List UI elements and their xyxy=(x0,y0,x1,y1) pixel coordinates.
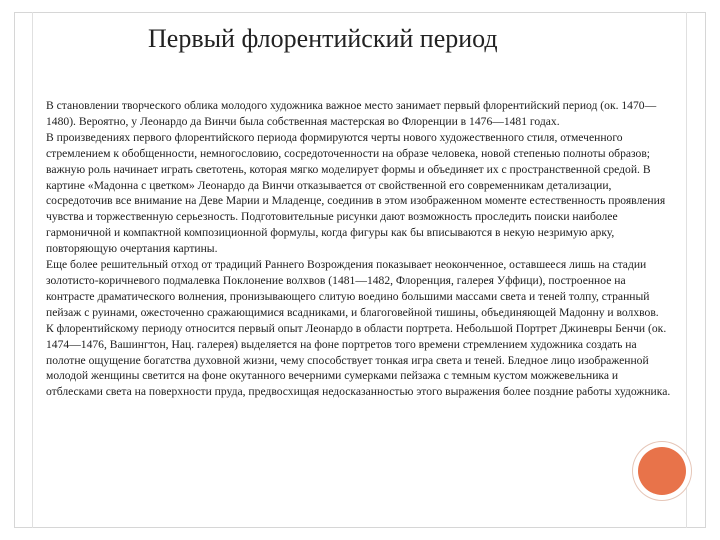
left-rule-line xyxy=(32,12,33,528)
paragraph-style: В произведениях первого флорентийского периода формируются черты нового художественного стиля, отмеченного стремлением к обобщенности, немногословию, сосредоточенности на образе человека, новой степенью полноты образов; важную роль начинает играть светотень, которая мягко моделирует формы и объединяет их с пространственной средой. В картине «Мадонна с цветком» Леонардо да Винчи отказывается от свойственной его современникам детализации, сосредоточив все внимание на Деве Марии и Младенце, соединив в этом изображенном моменте естественность проявления чувства и торжественную серьезность. Подготовительные рисунки дают возможность проследить поиски наиболее гармоничной и компактной композиционной формулы, когда фигуры как бы вписываются в некую незримую арку, повторяющую очертания картины. xyxy=(46,130,666,256)
slide-body xyxy=(46,98,676,400)
right-rule-line xyxy=(686,12,687,528)
accent-circle xyxy=(638,447,686,495)
paragraph-adoration: Еще более решительный отход от традиций Раннего Возрождения показывает неоконченное, оставшееся лишь на стадии золотисто-коричневого подмалевка Поклонение волхвов (1481—1482, Флоренция, галерея Уффици), построенное на контрасте драматического волнения, пронизывающего слитую воедино большими массами света и теней толпу, странный пейзаж с руинами, ожесточенно сражающимися всадниками, и благоговейной тишины, объединяющей Мадонну и волхвов. xyxy=(46,258,659,319)
slide-title: Первый флорентийский период xyxy=(148,24,498,53)
paragraph-portrait: К флорентийскому периоду относится первый опыт Леонардо в области портрета. Небольшой Портрет Джиневры Бенчи (ок. 1474—1476, Вашингтон, Нац. галерея) выделяется на фоне портретов того времени стремлением художника создать на полотне ощущение богатства духовной жизни, чему способствует тонкая игра света и теней. Бледное лицо изображенной молодой женщины светится на фоне окутанного вечерними сумерками пейзажа с темным кустом можжевельника и отблесками света на поверхности пруда, предвосхищая недосказанностью этого выражения более поздние работы художника. xyxy=(46,321,671,399)
paragraph-intro: В становлении творческого облика молодого художника важное место занимает первый флорентийский период (ок. 1470—1480). Вероятно, у Леонардо да Винчи была собственная мастерская во Флоренции в 1476—1481 годах. xyxy=(46,99,657,128)
